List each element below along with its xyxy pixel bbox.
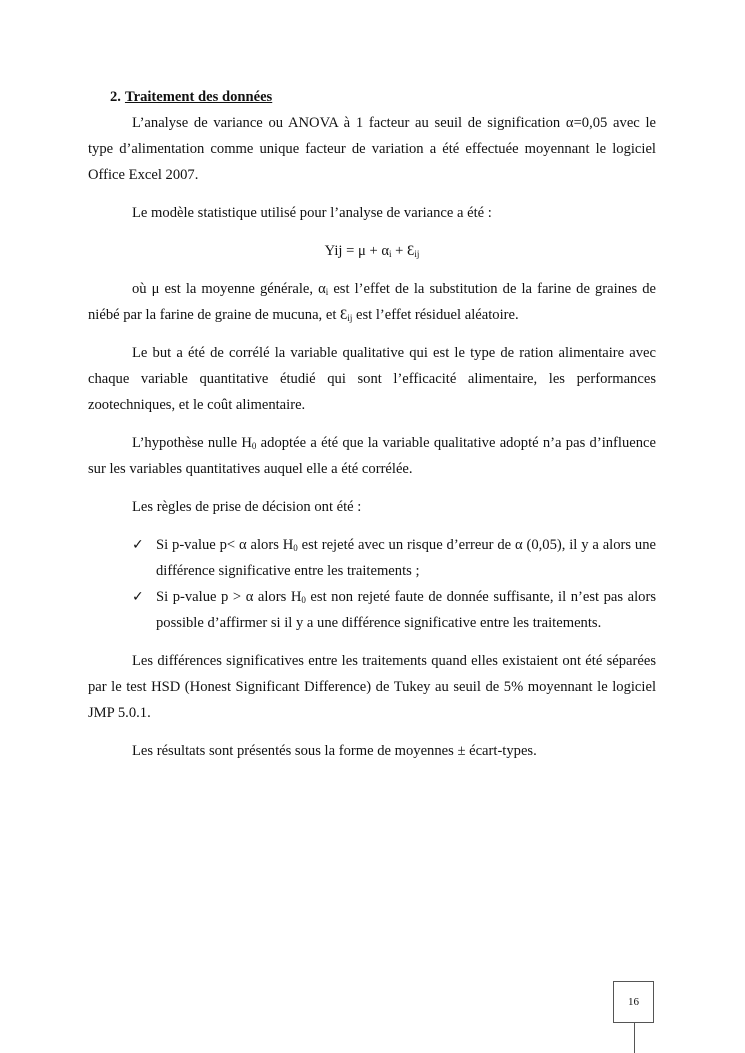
list-item: ✓ Si p-value p > α alors $H_0$ est non rejeté faute de donnée suffisante, il n’est pas alors possible d’affirmer si il y a une différence significative entre les traitements. [88,584,656,636]
paragraph-formula-definitions: où μ est la moyenne générale, $\alpha_i$ est l’effet de la substitution de la farine de graines de niébé par la farine de graine de mucuna, et $Ɛ_{ij}$ est l’effet résiduel aléatoire. [88,281,656,323]
paragraph-objective: Le but a été de corrélé la variable qualitative qui est le type de ration alimentaire avec chaque variable quantitative étudié qui sont l’efficacité alimentaire, les performances zootechniques, et le coût alimentaire. [88,345,656,413]
page-number-connector [634,1023,635,1053]
document-body [88,84,656,764]
paragraph-null-hypothesis: L’hypothèse nulle $H_0$ adoptée a été que la variable qualitative adopté n’a pas d’influence sur les variables quantitatives auquel elle a été corrélée. [88,435,656,477]
section-heading [110,84,656,110]
list-item: ✓ Si p-value p< α alors $H_0$ est rejeté avec un risque d’erreur de α (0,05), il y a alors une différence significative entre les traitements ; [88,532,656,584]
paragraph-decision-rules-intro: Les règles de prise de décision ont été : [132,499,362,515]
page-number: 16 [628,996,639,1008]
paragraph-model-intro: Le modèle statistique utilisé pour l’analyse de variance a été : [132,205,492,221]
section-number: 2. [110,89,121,105]
paragraph-anova: L’analyse de variance ou ANOVA à 1 facteur au seuil de signification α=0,05 avec le type d’alimentation comme unique facteur de variation a été effectuée moyennant le logiciel Office Excel 2007. [88,115,656,183]
model-formula: Yij = $\mu + \alpha_i$ + $Ɛ_{ij}$ [324,243,420,259]
decision-rules-list [88,532,656,636]
section-title: Traitement des données [124,89,273,105]
paragraph-results-format: Les résultats sont présentés sous la forme de moyennes ± écart-types. [132,743,537,759]
page-number-box [613,981,654,1023]
paragraph-tukey-test: Les différences significatives entre les traitements quand elles existaient ont été séparées par le test HSD (Honest Significant Difference) de Tukey au seuil de 5% moyennant le logiciel JMP 5.0.1. [88,653,656,721]
checkmark-icon: ✓ [132,537,144,553]
checkmark-icon: ✓ [132,589,144,605]
